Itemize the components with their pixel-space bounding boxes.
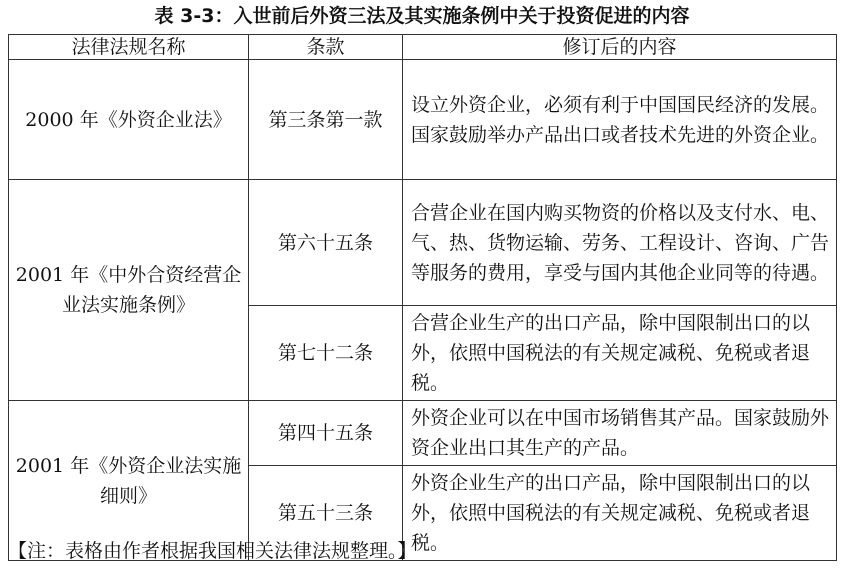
clause-cell: 第七十二条	[249, 306, 403, 401]
content-cell: 合营企业在国内购买物资的价格以及支付水、电、气、热、货物运输、劳务、工程设计、咨询、广告等服务的费用，享受与国内其他企业同等的待遇。	[403, 180, 837, 306]
header-law-name: 法律法规名称	[9, 35, 249, 60]
law-name-cell: 2001 年《外资企业法实施细则》	[9, 401, 249, 561]
content-cell: 设立外资企业，必须有利于中国国民经济的发展。国家鼓励举办产品出口或者技术先进的外资企业。	[403, 60, 837, 180]
content-cell: 外资企业生产的出口产品，除中国限制出口的以外，依照中国税法的有关规定减税、免税或者退税。	[403, 466, 837, 561]
clause-cell: 第四十五条	[249, 401, 403, 466]
header-row	[9, 35, 837, 60]
law-name-cell: 2001 年《中外合资经营企业法实施条例》	[9, 180, 249, 401]
clause-cell: 第三条第一款	[249, 60, 403, 180]
law-name-cell: 2000 年《外资企业法》	[9, 60, 249, 180]
header-clause: 条款	[249, 35, 403, 60]
table-row	[9, 60, 837, 180]
clause-cell: 第六十五条	[249, 180, 403, 306]
table-caption: 表 3-3：入世前后外资三法及其实施条例中关于投资促进的内容	[154, 5, 690, 27]
content-cell: 外资企业可以在中国市场销售其产品。国家鼓励外资企业出口其生产的产品。	[403, 401, 837, 466]
header-content: 修订后的内容	[403, 35, 837, 60]
table-note: 【注：表格由作者根据我国相关法律法规整理。】	[8, 540, 417, 562]
table-row	[9, 180, 837, 306]
content-cell: 合营企业生产的出口产品，除中国限制出口的以外，依照中国税法的有关规定减税、免税或者退税。	[403, 306, 837, 401]
law-table	[8, 34, 837, 561]
table-row	[9, 401, 837, 466]
clause-cell: 第五十三条	[249, 466, 403, 561]
